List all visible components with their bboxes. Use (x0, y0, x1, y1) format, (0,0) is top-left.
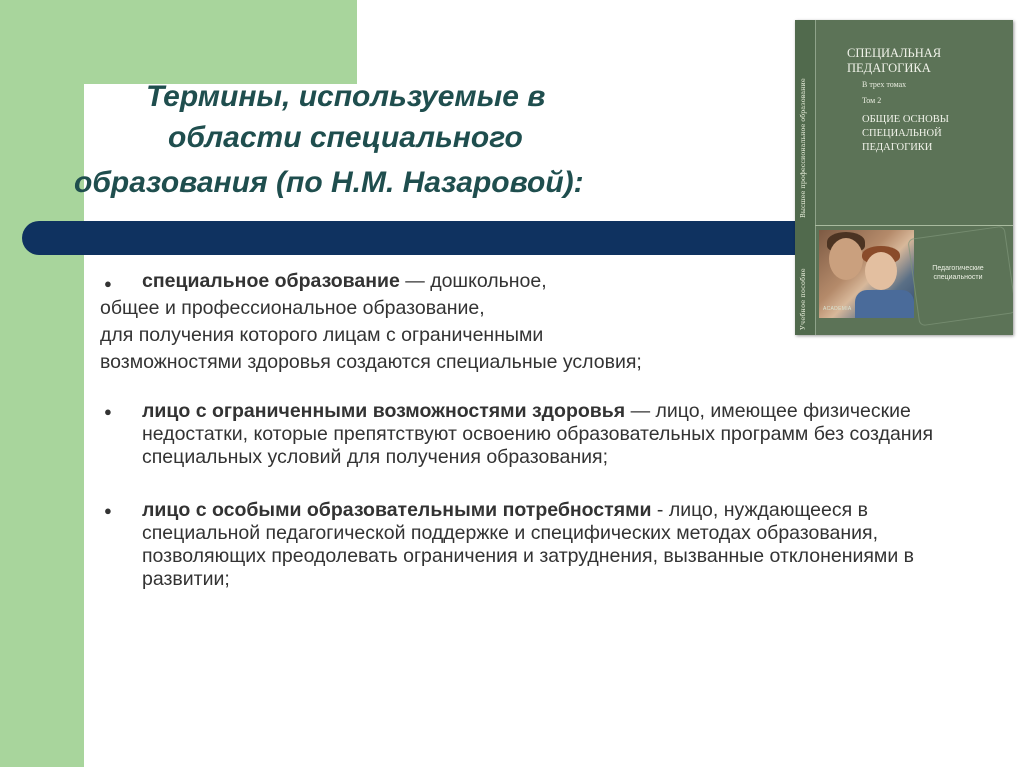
bullet-icon: ● (104, 276, 112, 291)
publisher-logo: ACADEMIA (823, 306, 852, 312)
term-item-special-needs (100, 499, 960, 591)
book-photo (819, 230, 914, 318)
book-volumes: В трех томах (862, 80, 907, 89)
bullet-icon: ● (104, 404, 112, 419)
term-item-limited-health (100, 400, 960, 469)
book-badge-line: Педагогические (932, 265, 984, 272)
term-item-line: возможностями здоровья создаются специальные условия; (100, 351, 642, 373)
book-title (847, 46, 941, 76)
book-subtitle-line: СПЕЦИАЛЬНОЙ (862, 128, 942, 139)
title-divider-bar (22, 221, 812, 255)
book-volume: Том 2 (862, 96, 882, 105)
term-name: специальное образование (142, 270, 400, 292)
book-subtitle-line: ОБЩИЕ ОСНОВЫ (862, 114, 949, 125)
term-definition: — лицо, имеющее физические недостатки, которые препятствуют освоению образовательных программ без создания специальных условий для получения образования; (142, 400, 934, 468)
book-badge (923, 264, 993, 282)
photo-figure-child (865, 252, 897, 290)
term-definition: - лицо, нуждающееся в специальной педагогической поддержке и специфических методах образования, позволяющих преодолевать ограничения и затруднения, вызванные отклонениями в развитии; (142, 499, 914, 590)
book-spine-type: Учебное пособие (799, 268, 807, 330)
term-name: лицо с ограниченными возможностями здоровья (142, 400, 626, 422)
book-cover-image (795, 20, 1013, 335)
book-badge-line: специальности (933, 274, 983, 281)
slide-title-line-3: образования (по Н.М. Назаровой): (74, 166, 584, 199)
book-divider (815, 225, 1013, 226)
term-item-line: для получения которого лицам с ограниченными (100, 324, 544, 346)
slide-title-line-2: области специального (168, 121, 523, 154)
book-spine-series: Высшее профессиональное образование (799, 78, 807, 218)
green-top-panel (84, 0, 357, 84)
slide-title (60, 76, 680, 203)
photo-figure-adult (829, 238, 863, 280)
term-definition-start: — дошкольное, (399, 270, 547, 292)
book-subtitle-line: ПЕДАГОГИКИ (862, 142, 933, 153)
term-name: лицо с особыми образовательными потребностями (142, 499, 652, 521)
book-title-line: СПЕЦИАЛЬНАЯ (847, 46, 942, 60)
book-subtitle (862, 113, 949, 155)
term-item-line: общее и профессиональное образование, (100, 297, 485, 319)
bullet-icon: ● (104, 503, 112, 518)
book-title-line: ПЕДАГОГИКА (847, 61, 931, 75)
photo-figure-shirt (855, 290, 914, 318)
slide-title-line-1: Термины, используемые в (146, 80, 546, 113)
